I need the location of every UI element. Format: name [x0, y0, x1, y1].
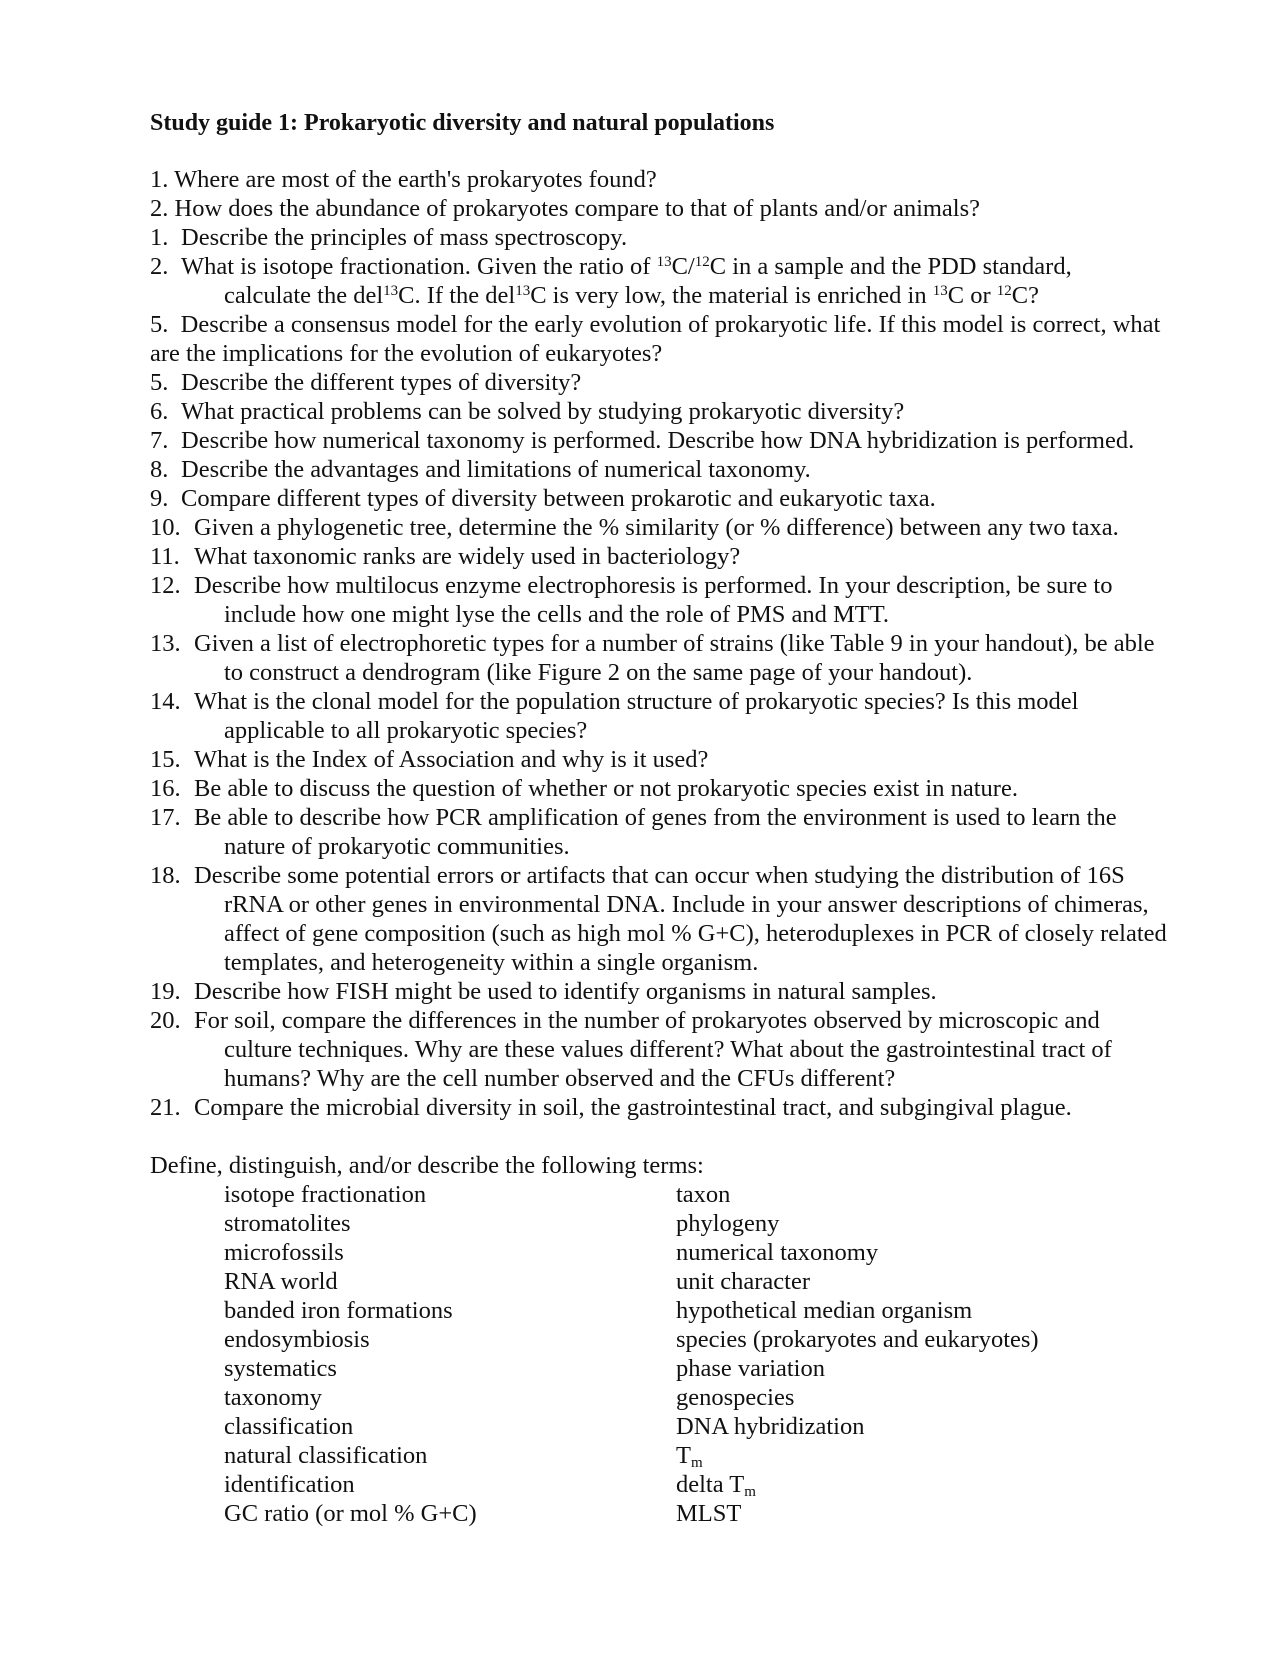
term: taxonomy: [224, 1384, 322, 1411]
study-guide-page: [150, 108, 1170, 1528]
question-text: Given a list of electrophoretic types for a number of strains (like Table 9 in your handout), be able to construct a dendrogram (like Figure 2 on the same page of your handout).: [194, 630, 1155, 686]
question-number: 13.: [150, 630, 181, 657]
term: stromatolites: [224, 1210, 351, 1237]
question-number: 5.: [150, 369, 169, 396]
term: classification: [224, 1413, 354, 1440]
question-text: What is the clonal model for the population structure of prokaryotic species? Is this model applicable to all prokaryotic species?: [194, 688, 1079, 744]
term: species (prokaryotes and eukaryotes): [676, 1326, 1039, 1353]
question-number: 10.: [150, 514, 181, 541]
question-text: Describe how FISH might be used to identify organisms in natural samples.: [194, 978, 937, 1005]
term: DNA hybridization: [676, 1413, 865, 1440]
term-tm: $T_m$: [676, 1442, 703, 1471]
question-number: 19.: [150, 978, 181, 1005]
question-text: Be able to discuss the question of whether or not prokaryotic species exist in nature.: [194, 775, 1018, 802]
question-text: For soil, compare the differences in the number of prokaryotes observed by microscopic and culture techniques. Why are these values different? What about the gastrointestinal tract of humans? Why are the cell number observed and the CFUs different?: [194, 1007, 1112, 1092]
question-15: [150, 745, 1170, 774]
term: MLST: [676, 1500, 742, 1527]
question-number: 11.: [150, 543, 180, 570]
term: phylogeny: [676, 1210, 780, 1237]
question-16: [150, 774, 1170, 803]
question-21: [150, 1093, 1170, 1122]
question-text: Given a phylogenetic tree, determine the % similarity (or % difference) between any two taxa.: [194, 514, 1119, 541]
term: numerical taxonomy: [676, 1239, 879, 1266]
question-8: [150, 455, 1170, 484]
question-text: Describe the advantages and limitations of numerical taxonomy.: [181, 456, 811, 483]
question-number: 20.: [150, 1007, 181, 1034]
term: phase variation: [676, 1355, 825, 1382]
question-number: 6.: [150, 398, 169, 425]
question-text: What practical problems can be solved by studying prokaryotic diversity?: [181, 398, 905, 425]
question-11: [150, 542, 1170, 571]
question-number: 7.: [150, 427, 169, 454]
question-number: 1.: [150, 166, 169, 193]
question-2b: 2. What is isotope fractionation. Given the ratio of $^{13}$C/$^{12}$C in a sample and the PDD standard, calculate the del$^{13}$C. If the del$^{13}$C is very low, the material is enriched in $^{13}$C or $^{12}$C?: [150, 253, 1072, 309]
question-text: Describe the different types of diversity?: [181, 369, 582, 396]
question-number: 17.: [150, 804, 181, 831]
term: banded iron formations: [224, 1297, 453, 1324]
term: natural classification: [224, 1442, 428, 1469]
question-text: Describe some potential errors or artifacts that can occur when studying the distribution of 16S rRNA or other genes in environmental DNA. Include in your answer descriptions of chimeras, affect of gene composition (such as high mol % G+C), heteroduplexes in PCR of closely related templates, and heterogeneity within a single organism.: [194, 862, 1167, 976]
question-number: 2.: [150, 195, 169, 222]
question-13: [150, 629, 1170, 687]
page-title: Study guide 1: Prokaryotic diversity and natural populations: [150, 110, 775, 136]
question-text: Describe the principles of mass spectroscopy.: [181, 224, 628, 251]
question-5a: [150, 310, 1170, 368]
question-number: 16.: [150, 775, 181, 802]
question-number: 2.: [150, 253, 169, 280]
question-text: How does the abundance of prokaryotes compare to that of plants and/or animals?: [174, 195, 981, 222]
question-text: Describe a consensus model for the early evolution of prokaryotic life. If this model is correct, what are the implications for the evolution of eukaryotes?: [150, 311, 1161, 367]
question-1a: [150, 165, 1170, 194]
term: microfossils: [224, 1239, 344, 1266]
question-text: Describe how numerical taxonomy is performed. Describe how DNA hybridization is performed.: [181, 427, 1135, 454]
term: hypothetical median organism: [676, 1297, 973, 1324]
question-number: 12.: [150, 572, 181, 599]
question-text: What taxonomic ranks are widely used in bacteriology?: [194, 543, 741, 570]
question-9: [150, 484, 1170, 513]
question-7: [150, 426, 1170, 455]
question-2a: [150, 194, 1170, 223]
question-17: [150, 803, 1170, 861]
term: RNA world: [224, 1268, 338, 1295]
question-number: 14.: [150, 688, 181, 715]
question-number: 18.: [150, 862, 181, 889]
terms-intro: Define, distinguish, and/or describe the following terms:: [150, 1152, 704, 1179]
question-text: What is the Index of Association and why is it used?: [194, 746, 709, 773]
question-12: [150, 571, 1170, 629]
term-delta-tm: delta $T_m$: [676, 1471, 756, 1500]
question-number: 8.: [150, 456, 169, 483]
question-text: Compare the microbial diversity in soil, the gastrointestinal tract, and subgingival plague.: [194, 1094, 1072, 1121]
term: unit character: [676, 1268, 810, 1295]
question-5b: [150, 368, 1170, 397]
question-number: 1.: [150, 224, 169, 251]
question-number: 15.: [150, 746, 181, 773]
question-19: [150, 977, 1170, 1006]
term: endosymbiosis: [224, 1326, 370, 1353]
question-number: 9.: [150, 485, 169, 512]
question-number: 21.: [150, 1094, 181, 1121]
question-text: Compare different types of diversity between prokarotic and eukaryotic taxa.: [181, 485, 936, 512]
question-text: Be able to describe how PCR amplification of genes from the environment is used to learn the nature of prokaryotic communities.: [194, 804, 1117, 860]
question-18: [150, 861, 1170, 977]
question-text: Describe how multilocus enzyme electrophoresis is performed. In your description, be sure to include how one might lyse the cells and the role of PMS and MTT.: [194, 572, 1113, 628]
question-text: Where are most of the earth's prokaryotes found?: [174, 166, 657, 193]
terms-list: [150, 1180, 1170, 1528]
question-1b: [150, 223, 1170, 252]
question-number: 5.: [150, 311, 169, 338]
question-20: [150, 1006, 1170, 1093]
question-14: [150, 687, 1170, 745]
terms-left-column: [150, 1180, 676, 1528]
question-6: [150, 397, 1170, 426]
term: isotope fractionation: [224, 1181, 427, 1208]
term: genospecies: [676, 1384, 795, 1411]
term: taxon: [676, 1181, 731, 1208]
term: GC ratio (or mol % G+C): [224, 1500, 477, 1527]
term: systematics: [224, 1355, 337, 1382]
question-10: [150, 513, 1170, 542]
terms-right-column: [676, 1180, 1039, 1528]
term: identification: [224, 1471, 355, 1498]
